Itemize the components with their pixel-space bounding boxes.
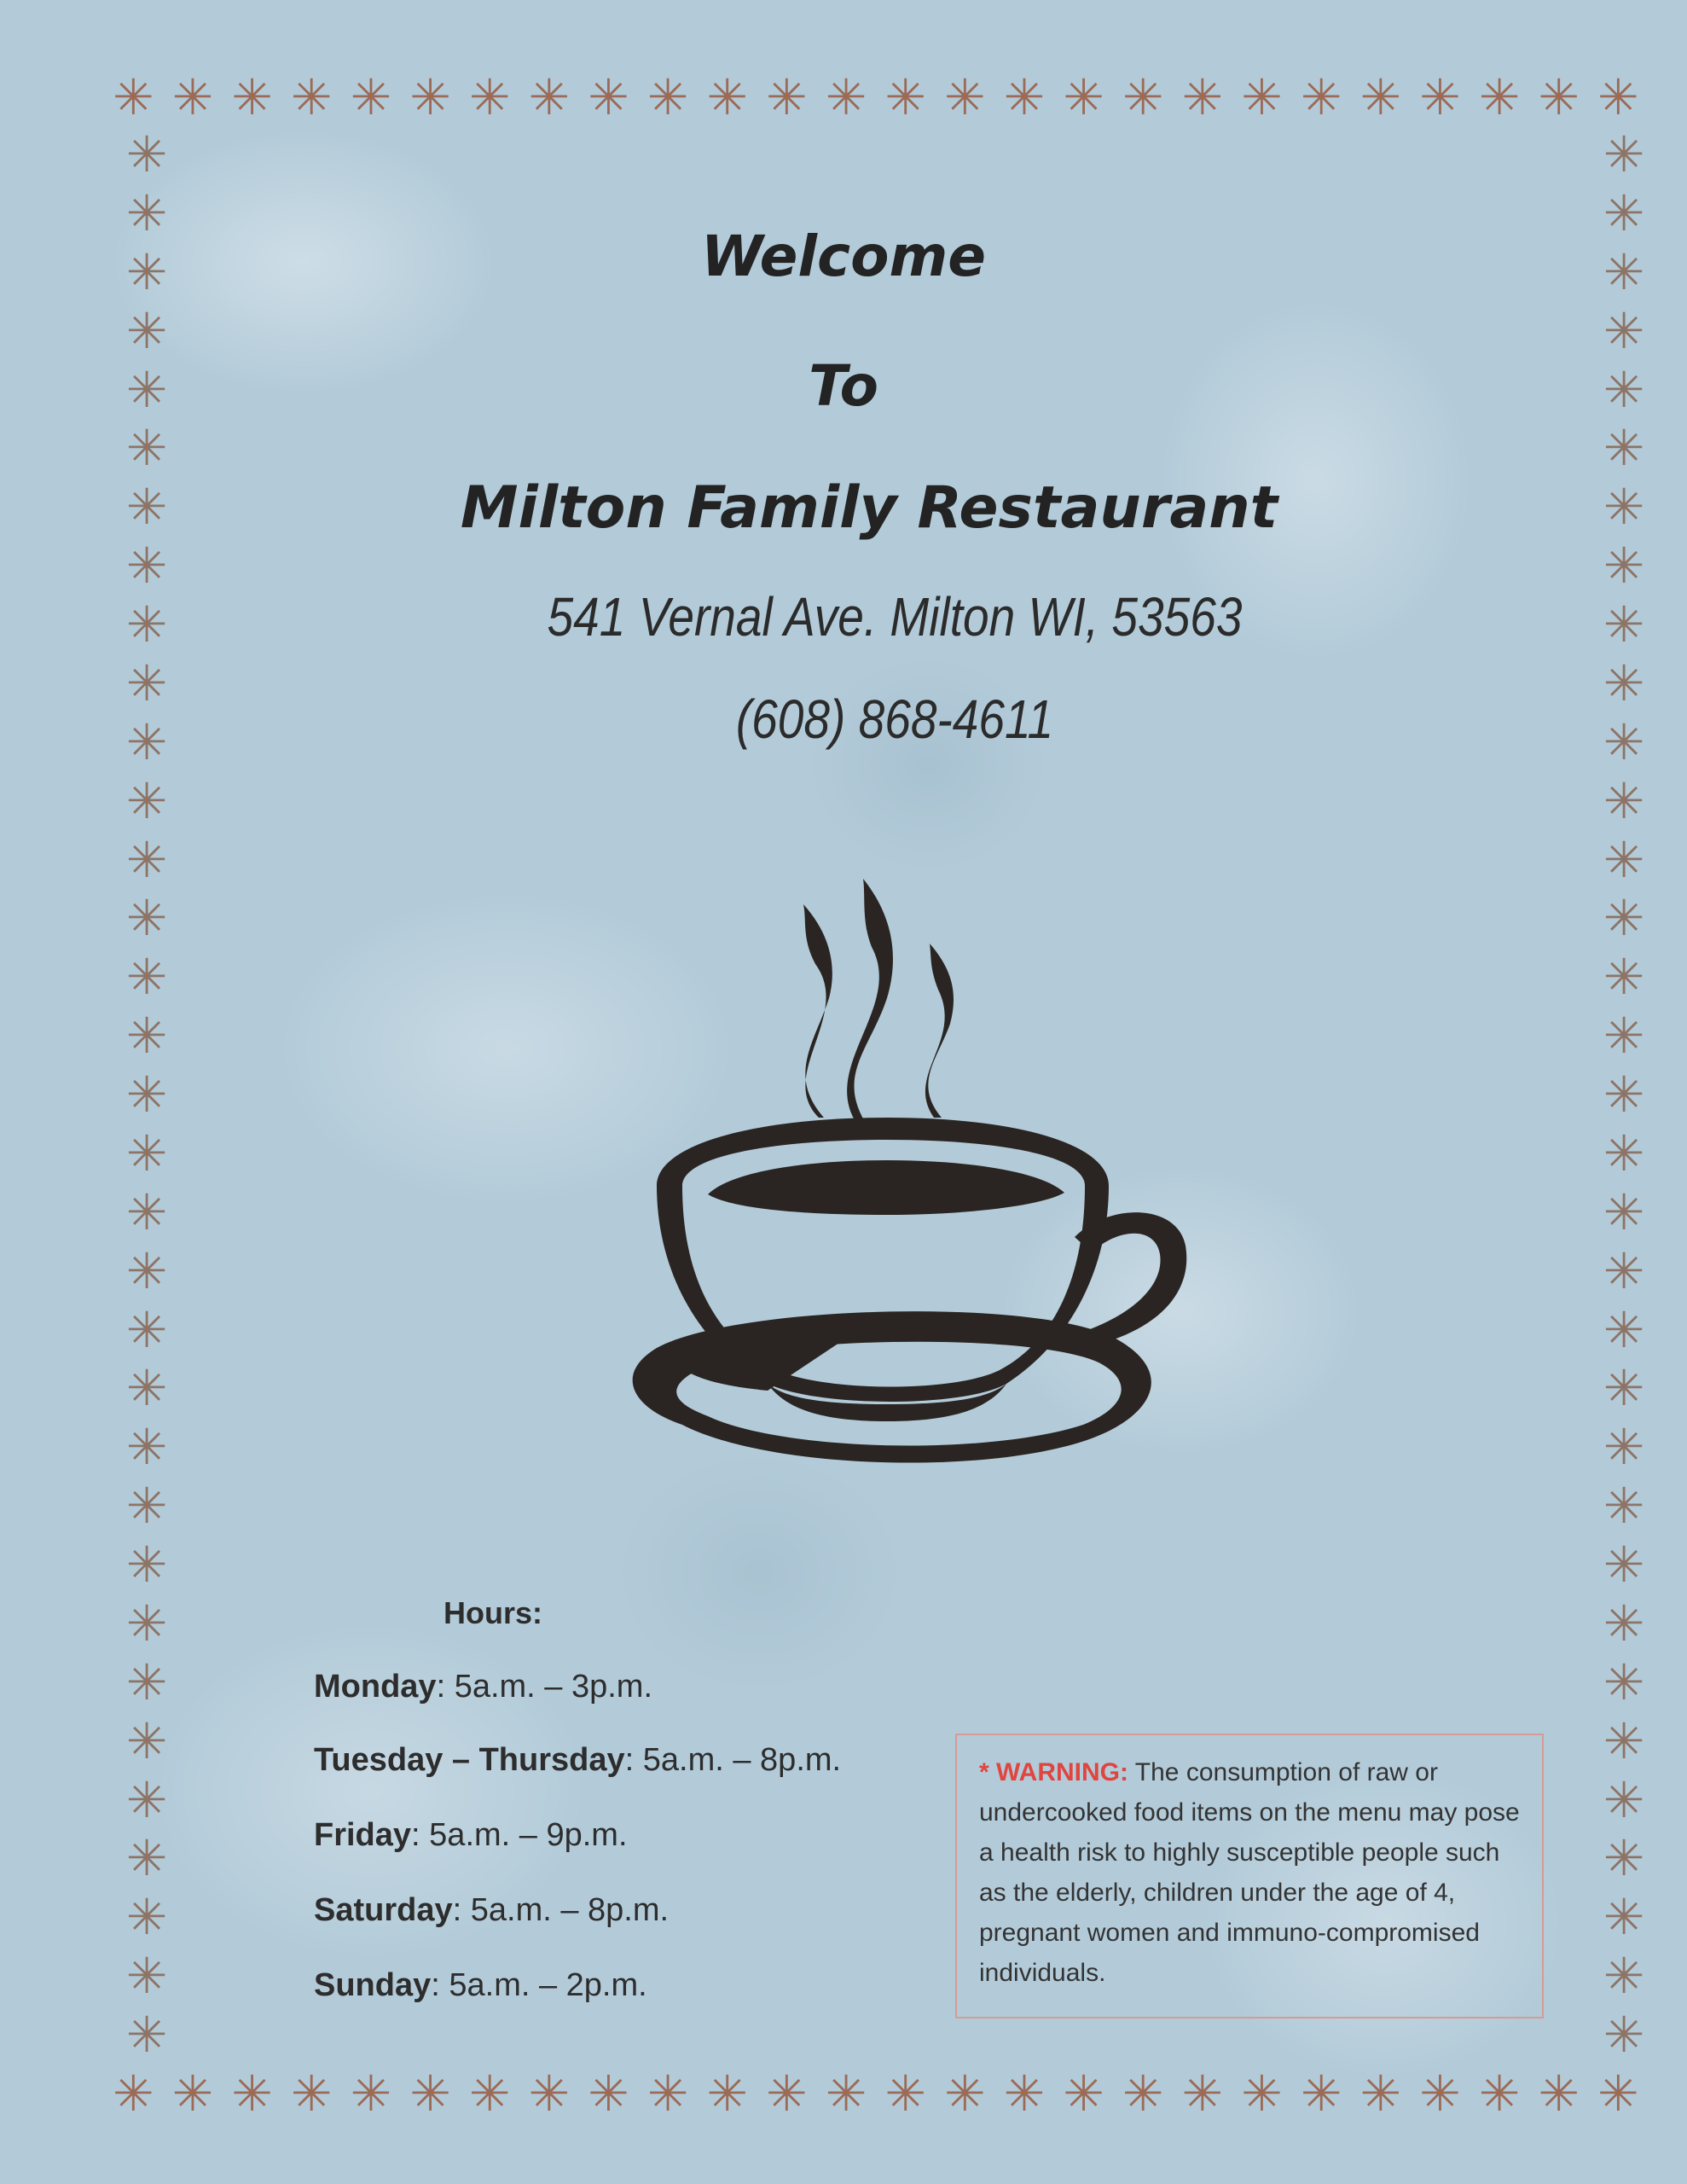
- border-star-icon: ✳: [1063, 68, 1104, 126]
- day-label: Monday: [314, 1669, 437, 1705]
- border-star-icon: ✳: [1122, 68, 1164, 126]
- border-star-icon: ✳: [113, 2065, 154, 2123]
- warning-label: * WARNING:: [979, 1758, 1128, 1786]
- border-star-icon: ✳: [290, 68, 333, 126]
- hours-friday: Friday: 5a.m. – 9p.m.: [314, 1817, 628, 1853]
- border-star-icon: ✳: [1419, 2065, 1461, 2123]
- restaurant-name: Milton Family Restaurant: [460, 474, 1278, 542]
- border-star-icon: ✳: [125, 419, 168, 478]
- border-star-icon: ✳: [1003, 2065, 1046, 2123]
- border-left: [119, 125, 174, 2064]
- border-star-icon: ✳: [588, 68, 629, 126]
- border-star-icon: ✳: [1597, 2065, 1639, 2123]
- time-range: 5a.m. – 8p.m.: [470, 1892, 670, 1928]
- border-star-icon: ✳: [1003, 68, 1046, 126]
- border-star-icon: ✳: [1603, 1477, 1645, 1536]
- border-star-icon: ✳: [943, 68, 986, 126]
- to-heading: To: [809, 353, 878, 419]
- border-star-icon: ✳: [1241, 2065, 1283, 2123]
- border-star-icon: ✳: [125, 1066, 168, 1124]
- border-star-icon: ✳: [884, 68, 926, 126]
- border-star-icon: ✳: [1181, 2065, 1224, 2123]
- border-star-icon: ✳: [125, 1007, 168, 1066]
- border-star-icon: ✳: [1603, 1536, 1645, 1594]
- border-star-icon: ✳: [231, 2065, 273, 2123]
- border-star-icon: ✳: [125, 889, 168, 948]
- border-star-icon: ✳: [125, 1418, 168, 1477]
- border-star-icon: ✳: [1603, 1888, 1645, 1947]
- border-star-icon: ✳: [1603, 1241, 1645, 1300]
- border-star-icon: ✳: [125, 948, 168, 1007]
- border-star-icon: ✳: [125, 1477, 168, 1536]
- time-range: 5a.m. – 2p.m.: [449, 1967, 647, 2003]
- border-star-icon: ✳: [125, 712, 168, 771]
- border-star-icon: ✳: [125, 537, 168, 595]
- border-star-icon: ✳: [1603, 889, 1645, 948]
- border-star-icon: ✳: [528, 68, 571, 126]
- border-star-icon: ✳: [646, 2065, 689, 2123]
- border-star-icon: ✳: [1603, 712, 1645, 771]
- border-star-icon: ✳: [1181, 68, 1224, 126]
- border-star-icon: ✳: [125, 653, 168, 712]
- border-star-icon: ✳: [1597, 68, 1639, 126]
- border-star-icon: ✳: [1603, 1653, 1645, 1711]
- border-star-icon: ✳: [706, 2065, 749, 2123]
- time-range: 5a.m. – 9p.m.: [429, 1817, 628, 1853]
- border-star-icon: ✳: [125, 771, 168, 830]
- border-star-icon: ✳: [1419, 68, 1461, 126]
- border-right: [1597, 125, 1651, 2064]
- border-star-icon: ✳: [125, 1124, 168, 1182]
- border-star-icon: ✳: [1538, 68, 1580, 126]
- border-star-icon: ✳: [1603, 1770, 1645, 1829]
- border-star-icon: ✳: [1538, 2065, 1580, 2123]
- border-star-icon: ✳: [125, 360, 168, 419]
- border-star-icon: ✳: [1359, 2065, 1402, 2123]
- border-star-icon: ✳: [1603, 1124, 1645, 1182]
- border-star-icon: ✳: [231, 68, 273, 126]
- border-star-icon: ✳: [125, 183, 168, 242]
- border-star-icon: ✳: [350, 2065, 392, 2123]
- border-star-icon: ✳: [1603, 1418, 1645, 1477]
- border-star-icon: ✳: [1478, 2065, 1521, 2123]
- day-label: Tuesday – Thursday: [314, 1742, 625, 1778]
- time-range: 5a.m. – 3p.m.: [454, 1669, 653, 1705]
- border-star-icon: ✳: [1603, 771, 1645, 830]
- time-range: 5a.m. – 8p.m.: [642, 1742, 842, 1778]
- border-star-icon: ✳: [1300, 2065, 1342, 2123]
- address: 541 Vernal Ave. Milton WI, 53563: [547, 586, 1243, 648]
- border-star-icon: ✳: [409, 2065, 451, 2123]
- hours-saturday: Saturday: 5a.m. – 8p.m.: [314, 1892, 670, 1928]
- border-star-icon: ✳: [825, 2065, 867, 2123]
- border-star-icon: ✳: [125, 1300, 168, 1359]
- border-star-icon: ✳: [125, 301, 168, 360]
- border-star-icon: ✳: [1603, 830, 1645, 889]
- border-star-icon: ✳: [125, 125, 168, 183]
- border-star-icon: ✳: [1603, 242, 1645, 301]
- border-star-icon: ✳: [1603, 1711, 1645, 1770]
- border-star-icon: ✳: [125, 1241, 168, 1300]
- border-star-icon: ✳: [125, 1182, 168, 1241]
- border-star-icon: ✳: [125, 1888, 168, 1947]
- warning-text: The consumption of raw or undercooked food items on the menu may pose a health risk to highly susceptible people such as the elderly, children under the age of 4, pregnant women and immuno-compromised individuals.: [979, 1758, 1520, 1987]
- border-star-icon: ✳: [943, 2065, 986, 2123]
- border-star-icon: ✳: [125, 1711, 168, 1770]
- border-star-icon: ✳: [1603, 595, 1645, 653]
- border-star-icon: ✳: [409, 68, 451, 126]
- day-label: Saturday: [314, 1892, 453, 1928]
- border-star-icon: ✳: [1603, 948, 1645, 1007]
- border-star-icon: ✳: [766, 2065, 808, 2123]
- welcome-heading: Welcome: [701, 224, 986, 289]
- border-star-icon: ✳: [1603, 301, 1645, 360]
- phone-number: (608) 868-4611: [735, 688, 1054, 750]
- border-star-icon: ✳: [528, 2065, 571, 2123]
- border-star-icon: ✳: [113, 68, 154, 126]
- border-star-icon: ✳: [1122, 2065, 1164, 2123]
- border-star-icon: ✳: [1603, 1359, 1645, 1418]
- border-star-icon: ✳: [1603, 2006, 1645, 2064]
- border-star-icon: ✳: [1359, 68, 1402, 126]
- border-star-icon: ✳: [1063, 2065, 1104, 2123]
- border-star-icon: ✳: [171, 68, 214, 126]
- border-star-icon: ✳: [1603, 1947, 1645, 2006]
- hours-title: Hours:: [443, 1595, 542, 1630]
- border-star-icon: ✳: [1603, 183, 1645, 242]
- border-star-icon: ✳: [1603, 1300, 1645, 1359]
- hours-sunday: Sunday: 5a.m. – 2p.m.: [314, 1967, 647, 2003]
- border-top: [113, 70, 1639, 125]
- border-star-icon: ✳: [825, 68, 867, 126]
- border-star-icon: ✳: [125, 242, 168, 301]
- border-star-icon: ✳: [468, 2065, 511, 2123]
- border-star-icon: ✳: [1478, 68, 1521, 126]
- border-star-icon: ✳: [588, 2065, 629, 2123]
- border-star-icon: ✳: [125, 478, 168, 537]
- border-star-icon: ✳: [125, 1536, 168, 1594]
- day-label: Sunday: [314, 1967, 432, 2003]
- border-star-icon: ✳: [1603, 1066, 1645, 1124]
- border-star-icon: ✳: [350, 68, 392, 126]
- border-star-icon: ✳: [1300, 68, 1342, 126]
- border-star-icon: ✳: [1603, 1007, 1645, 1066]
- border-star-icon: ✳: [1603, 653, 1645, 712]
- food-safety-warning: [955, 1734, 1544, 2018]
- border-star-icon: ✳: [1603, 1829, 1645, 1888]
- hours-tuesday-thursday: Tuesday – Thursday: 5a.m. – 8p.m.: [314, 1742, 842, 1778]
- border-star-icon: ✳: [1603, 360, 1645, 419]
- border-bottom: [113, 2066, 1639, 2121]
- border-star-icon: ✳: [1603, 1594, 1645, 1653]
- border-star-icon: ✳: [125, 1829, 168, 1888]
- border-star-icon: ✳: [646, 68, 689, 126]
- coffee-cup-icon: [563, 862, 1211, 1561]
- border-star-icon: ✳: [1603, 537, 1645, 595]
- border-star-icon: ✳: [171, 2065, 214, 2123]
- border-star-icon: ✳: [125, 1359, 168, 1418]
- border-star-icon: ✳: [1603, 1182, 1645, 1241]
- border-star-icon: ✳: [125, 1770, 168, 1829]
- border-star-icon: ✳: [1603, 125, 1645, 183]
- border-star-icon: ✳: [125, 595, 168, 653]
- day-label: Friday: [314, 1817, 412, 1853]
- border-star-icon: ✳: [125, 2006, 168, 2064]
- border-star-icon: ✳: [1603, 419, 1645, 478]
- border-star-icon: ✳: [125, 1653, 168, 1711]
- border-star-icon: ✳: [125, 1594, 168, 1653]
- border-star-icon: ✳: [706, 68, 749, 126]
- border-star-icon: ✳: [884, 2065, 926, 2123]
- hours-monday: Monday: 5a.m. – 3p.m.: [314, 1669, 653, 1705]
- border-star-icon: ✳: [125, 830, 168, 889]
- border-star-icon: ✳: [468, 68, 511, 126]
- border-star-icon: ✳: [766, 68, 808, 126]
- border-star-icon: ✳: [125, 1947, 168, 2006]
- border-star-icon: ✳: [1603, 478, 1645, 537]
- border-star-icon: ✳: [290, 2065, 333, 2123]
- border-star-icon: ✳: [1241, 68, 1283, 126]
